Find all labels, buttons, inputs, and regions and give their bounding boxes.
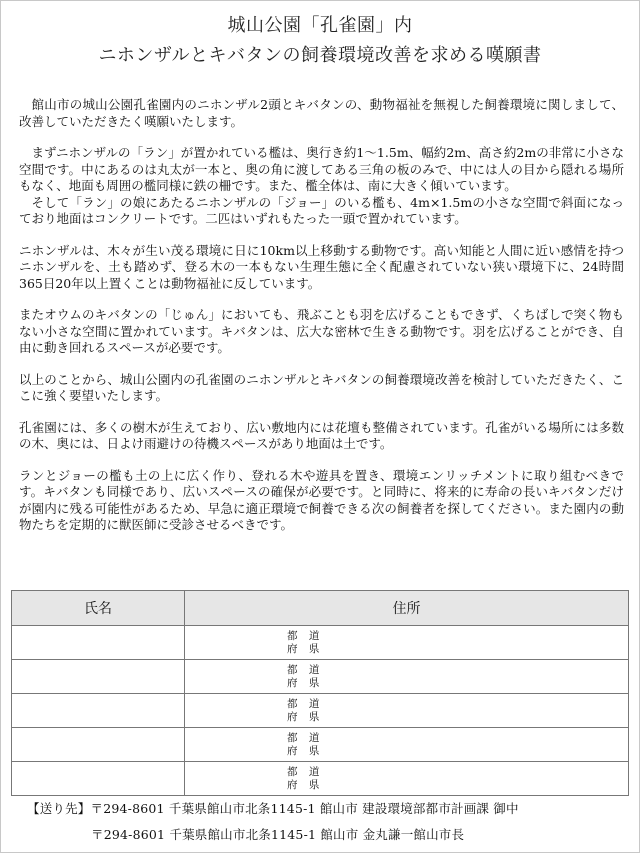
signature-row — [12, 660, 629, 694]
prefecture-label-line1: 都 道 — [287, 697, 324, 710]
prefecture-label-line1: 都 道 — [287, 663, 324, 676]
footer-send-to-1 — [27, 799, 519, 817]
prefecture-label-line1: 都 道 — [287, 629, 324, 642]
paragraph-monkey-ran — [19, 145, 624, 228]
name-cell[interactable] — [12, 694, 185, 728]
paragraph-cockatoo — [19, 307, 624, 357]
send-to-address-1: 〒294-8601 千葉県館山市北条1145-1 館山市 建設環境部都市計画課 御中 — [90, 801, 519, 816]
prefecture-label-line1: 都 道 — [287, 765, 324, 778]
header-address: 住所 — [185, 591, 629, 626]
address-cell[interactable] — [185, 762, 629, 796]
paragraph-text: ランとジョーの檻も土の上に広く作り、登れる木や遊具を置き、環境エンリッチメントに取り組むべきです。キバタンも同様であり、広いスペースの確保が必要です。と同時に、将来的に寿命の長いキバタンだけが園内に残る可能性があるため、早急に適正環境で飼養できる次の飼養者を探してください。また園内の動物たちを定期的に獣医師に受診させるべきです。 — [19, 467, 624, 532]
signature-row — [12, 762, 629, 796]
name-cell[interactable] — [12, 762, 185, 796]
paragraph-request — [19, 372, 624, 405]
paragraph-text: 孔雀園には、多くの樹木が生えており、広い敷地内には花壇も整備されています。孔雀がいる場所には多数の木、奥には、日よけ雨避けの待機スペースがあり地面は土です。 — [19, 419, 624, 451]
prefecture-label-line2: 府 県 — [287, 642, 324, 655]
paragraph-peacock-area — [19, 420, 624, 453]
prefecture-label — [287, 698, 323, 724]
paragraph-text: 以上のことから、城山公園内の孔雀園のニホンザルとキバタンの飼養環境改善を検討していただきたく、ここに強く要望いたします。 — [19, 371, 624, 403]
signature-row — [12, 728, 629, 762]
title-line-1: 城山公園「孔雀園」内 — [227, 15, 413, 36]
signature-row — [12, 626, 629, 660]
paragraph-intro — [19, 97, 624, 130]
paragraph-proposal — [19, 468, 624, 534]
name-cell[interactable] — [12, 626, 185, 660]
title-line-2: ニホンザルとキバタンの飼養環境改善を求める嘆願書 — [98, 45, 542, 66]
signature-table-header — [12, 591, 629, 626]
petition-body — [19, 97, 624, 534]
paragraph-text: まずニホンザルの「ラン」が置かれている檻は、奥行き約1～1.5m、幅約2m、高さ約2mの非常に小さな空間です。中にあるのは丸太が一本と、奥の角に渡してある三角の板のみで、中には人の目から隠れる場所もなく、地面も周囲の檻同様に鉄の柵です。また、檻全体は、南に大きく傾いています。 — [19, 145, 624, 193]
signature-table — [11, 590, 629, 796]
prefecture-label — [287, 766, 323, 792]
footer-send-to-2 — [91, 825, 464, 843]
address-cell[interactable] — [185, 626, 629, 660]
send-to-address-2: 〒294-8601 千葉県館山市北条1145-1 館山市 金丸謙一館山市長 — [91, 827, 465, 842]
prefecture-label-line2: 府 県 — [287, 744, 324, 757]
prefecture-label-line2: 府 県 — [287, 710, 324, 723]
send-to-label: 【送り先】 — [27, 801, 91, 816]
paragraph-text: ニホンザルは、木々が生い茂る環境に日に10km以上移動する動物です。高い知能と人間に近い感情を持つニホンザルを、土も踏めず、登る木の一本もない生理生態に全く配慮されていない狭い環境下に、24時間365日20年以上置くことは動物福祉に反しています。 — [19, 242, 624, 291]
prefecture-label — [287, 732, 323, 758]
prefecture-label — [287, 630, 323, 656]
prefecture-label — [287, 664, 323, 690]
name-cell[interactable] — [12, 728, 185, 762]
paragraph-text: 館山市の城山公園孔雀園内のニホンザル2頭とキバタンの、動物福祉を無視した飼養環境に関しまして、改善していただきたく嘆願いたします。 — [19, 97, 624, 129]
header-name: 氏名 — [12, 591, 185, 626]
paragraph-monkey-nature — [19, 243, 624, 293]
name-cell[interactable] — [12, 660, 185, 694]
paragraph-text: またオウムのキバタンの「じゅん」においても、飛ぶことも羽を広げることもできず、くちばしで突く物もない小さな空間に置かれています。キバタンは、広大な密林で生きる動物です。羽を広げることができ、自由に動き回れるスペースが必要です。 — [19, 307, 624, 355]
address-cell[interactable] — [185, 728, 629, 762]
paragraph-text: そして「ラン」の娘にあたるニホンザルの「ジョー」のいる檻も、4m×1.5mの小さな空間で斜面になっており地面はコンクリートです。二匹はいずれもたった一頭で置かれています。 — [19, 194, 624, 226]
prefecture-label-line1: 都 道 — [287, 731, 324, 744]
prefecture-label-line2: 府 県 — [287, 778, 324, 791]
address-cell[interactable] — [185, 694, 629, 728]
address-cell[interactable] — [185, 660, 629, 694]
signature-row — [12, 694, 629, 728]
prefecture-label-line2: 府 県 — [287, 676, 324, 689]
